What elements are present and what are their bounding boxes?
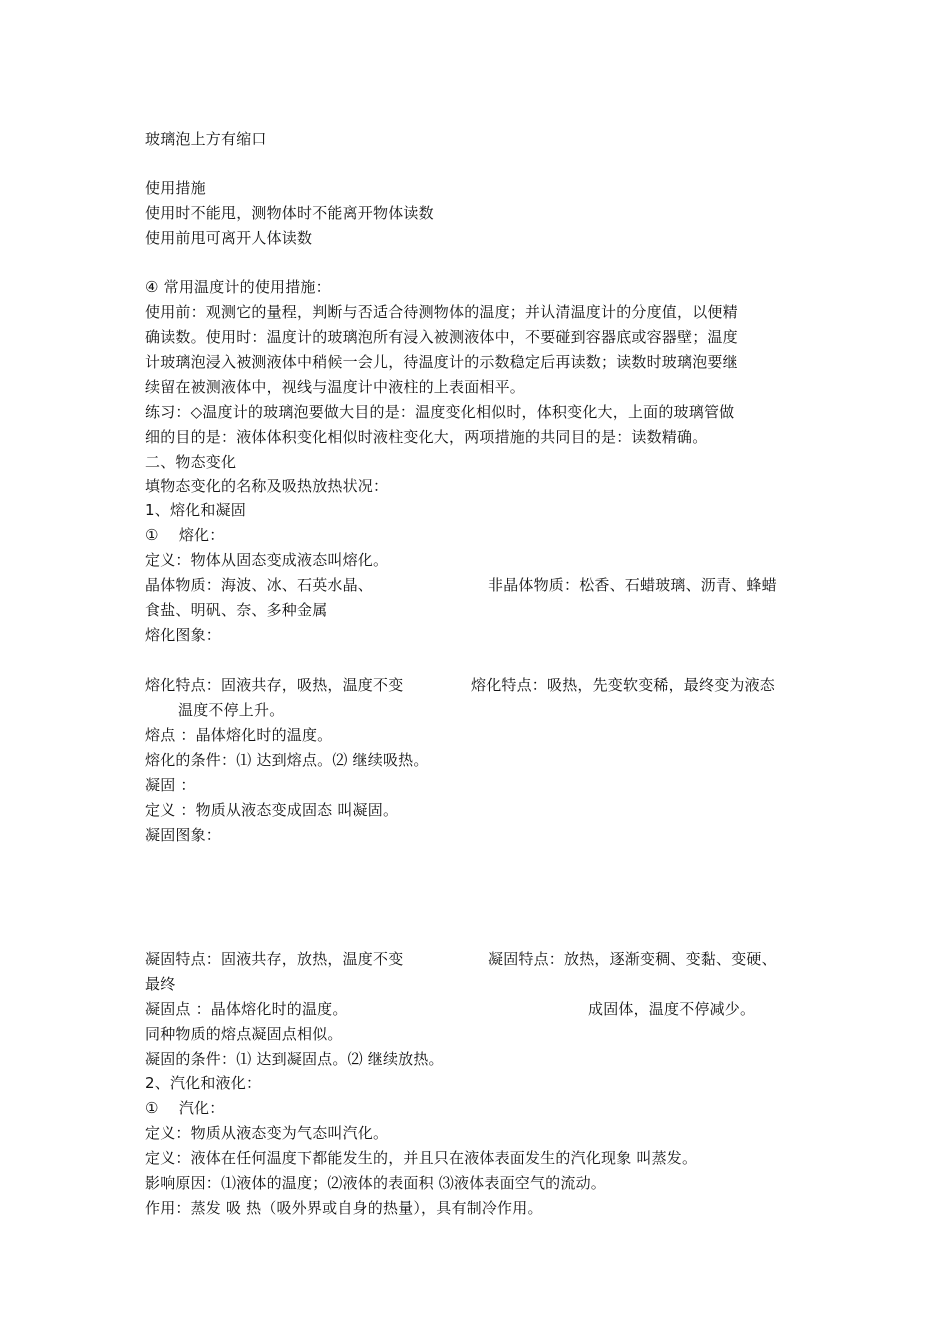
- text-line: 食盐、明矾、奈、多种金属: [145, 601, 328, 619]
- text-line-right: 凝固特点：放热，逐渐变稠、变黏、变硬、: [488, 950, 777, 968]
- section-heading: ④ 常用温度计的使用措施：: [145, 278, 331, 296]
- text-line: 使用时不能甩，测物体时不能离开物体读数: [145, 204, 434, 222]
- text-line: ① 汽化：: [145, 1099, 225, 1117]
- text-line: 确读数。使用时：温度计的玻璃泡所有浸入被测液体中，不要碰到容器底或容器壁；温度: [145, 328, 738, 346]
- text-line: 练习：◇温度计的玻璃泡要做大目的是：温度变化相似时，体积变化大，上面的玻璃管做: [145, 403, 735, 421]
- text-line: 影响原因：⑴液体的温度；⑵液体的表面积 ⑶液体表面空气的流动。: [145, 1174, 606, 1192]
- text-line: 计玻璃泡浸入被测液体中稍候一会儿，待温度计的示数稳定后再读数；读数时玻璃泡要继: [145, 353, 738, 371]
- section-heading: 1、熔化和凝固: [145, 501, 246, 519]
- text-line: 晶体物质：海波、冰、石英水晶、: [145, 576, 374, 594]
- text-line: 凝固图象：: [145, 826, 222, 844]
- text-line: 熔化特点：固液共存，吸热，温度不变: [145, 676, 404, 694]
- text-line: 使用措施: [145, 179, 206, 197]
- text-line: 凝固点 ：晶体熔化时的温度。: [145, 1000, 348, 1018]
- text-line-right: 熔化特点：吸热，先变软变稀，最终变为液态: [471, 676, 776, 694]
- text-line: 熔点 ：晶体熔化时的温度。: [145, 726, 333, 744]
- text-line: ① 熔化：: [145, 526, 225, 544]
- text-line: 凝固的条件：⑴ 达到凝固点。⑵ 继续放热。: [145, 1050, 444, 1068]
- text-line: 熔化图象：: [145, 626, 222, 644]
- text-line: 使用前：观测它的量程，判断与否适合待测物体的温度；并认清温度计的分度值，以便精: [145, 303, 738, 321]
- text-line-right: 成固体，温度不停减少。: [588, 1000, 756, 1018]
- text-line: 凝固 ：: [145, 776, 196, 794]
- text-line: 定义：物体从固态变成液态叫熔化。: [145, 551, 389, 569]
- text-line: 细的目的是：液体体积变化相似时液柱变化大，两项措施的共同目的是：读数精确。: [145, 428, 708, 446]
- text-line: 最终: [145, 975, 176, 993]
- text-line: 使用前甩可离开人体读数: [145, 229, 313, 247]
- text-line: 玻璃泡上方有缩口: [145, 130, 267, 148]
- text-line: 同种物质的熔点凝固点相似。: [145, 1025, 343, 1043]
- text-line: 定义 ：物质从液态变成固态 叫凝固。: [145, 801, 399, 819]
- text-line: 作用：蒸发 吸 热（吸外界或自身的热量），具有制冷作用。: [145, 1199, 543, 1217]
- text-line-right: 非晶体物质：松香、石蜡玻璃、沥青、蜂蜡: [488, 576, 777, 594]
- text-line: 续留在被测液体中，视线与温度计中液柱的上表面相平。: [145, 378, 526, 396]
- text-line: 凝固特点：固液共存，放热，温度不变: [145, 950, 404, 968]
- text-line: 温度不停上升。: [178, 701, 285, 719]
- text-line: 填物态变化的名称及吸热放热状况：: [145, 477, 389, 495]
- text-line: 定义：物质从液态变为气态叫汽化。: [145, 1124, 389, 1142]
- section-heading: 2、汽化和液化：: [145, 1074, 262, 1092]
- section-heading: 二、物态变化: [145, 453, 237, 471]
- text-line: 熔化的条件：⑴ 达到熔点。⑵ 继续吸热。: [145, 751, 429, 769]
- text-line: 定义：液体在任何温度下都能发生的，并且只在液体表面发生的汽化现象 叫蒸发。: [145, 1149, 698, 1167]
